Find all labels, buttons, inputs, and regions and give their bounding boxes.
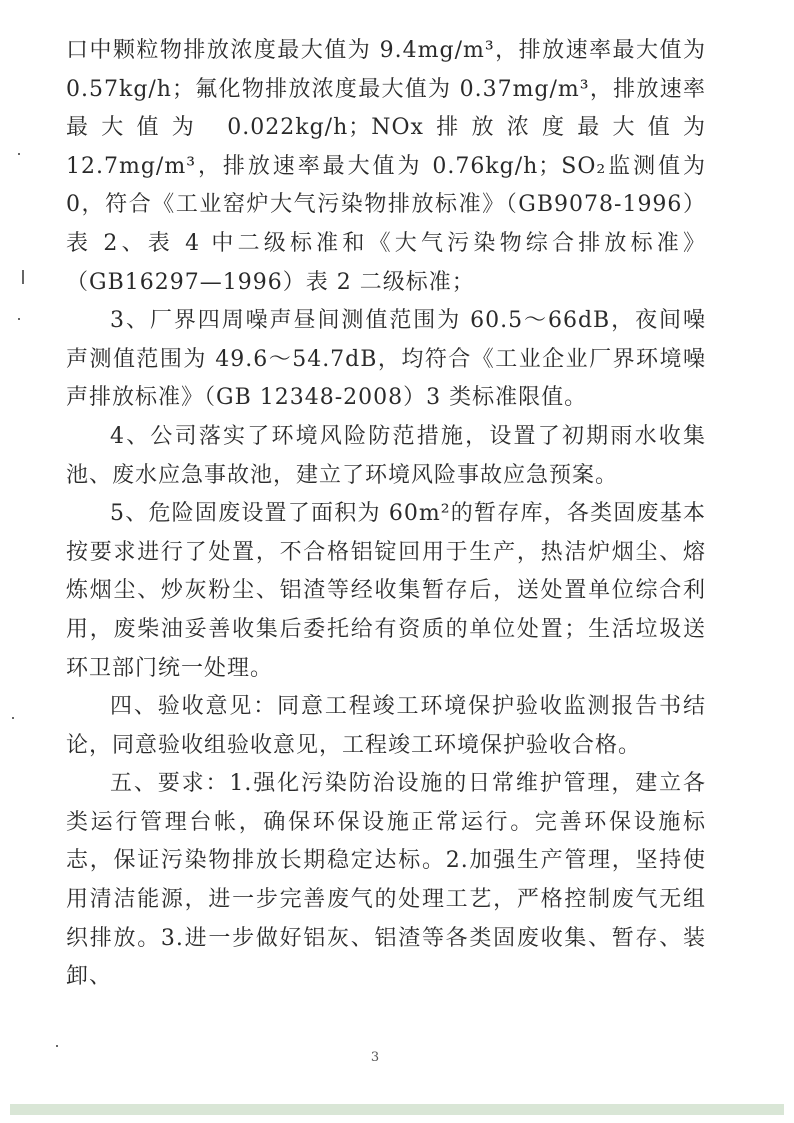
scan-mark (22, 270, 24, 284)
body-text (66, 32, 706, 997)
paragraph-noise: 3、厂界四周噪声昼间测值范围为 60.5～66dB，夜间噪声测值范围为 49.6～54.7dB，均符合《工业企业厂界环境噪声排放标准》（GB 12348-2008）3 类标准限值。 (66, 308, 706, 411)
scan-mark (18, 318, 20, 320)
scan-mark (18, 153, 20, 155)
scan-mark (56, 1045, 58, 1047)
paragraph-emissions-continued: 口中颗粒物排放浓度最大值为 9.4mg/m³，排放速率最大值为 0.57kg/h；氟化物排放浓度最大值为 0.37mg/m³，排放速率最大值为 0.022kg/h；NOx排放浓度最大值为 12.7mg/m³，排放速率最大值为 0.76kg/h；SO₂监测值为 0，符合《工业窑炉大气污染物排放标准》（GB9078-1996）表 2、表 4 中二级标准和《大气污染物综合排放标准》（GB16297—1996）表 2 二级标准； (66, 38, 706, 295)
page-number: 3 (370, 1050, 380, 1065)
paragraph-risk-prevention: 4、公司落实了环境风险防范措施，设置了初期雨水收集池、废水应急事故池，建立了环境风险事故应急预案。 (66, 423, 706, 488)
scan-edge-band (10, 1104, 784, 1115)
paragraph-solid-waste: 5、危险固废设置了面积为 60m²的暂存库，各类固废基本按要求进行了处置，不合格铝锭回用于生产，热洁炉烟尘、熔炼烟尘、炒灰粉尘、铝渣等经收集暂存后，送处置单位综合利用，废柴油妥善收集后委托给有资质的单位处置；生活垃圾送环卫部门统一处理。 (66, 501, 706, 681)
paragraph-requirements: 五、要求：1.强化污染防治设施的日常维护管理，建立各类运行管理台帐，确保环保设施正常运行。完善环保设施标志，保证污染物排放长期稳定达标。2.加强生产管理，坚持使用清洁能源，进一步完善废气的处理工艺，严格控制废气无组织排放。3.进一步做好铝灰、铝渣等各类固废收集、暂存、装卸、 (66, 771, 706, 990)
paragraph-acceptance-opinion: 四、验收意见：同意工程竣工环境保护验收监测报告书结论，同意验收组验收意见，工程竣工环境保护验收合格。 (66, 694, 706, 758)
scan-mark (12, 717, 14, 719)
